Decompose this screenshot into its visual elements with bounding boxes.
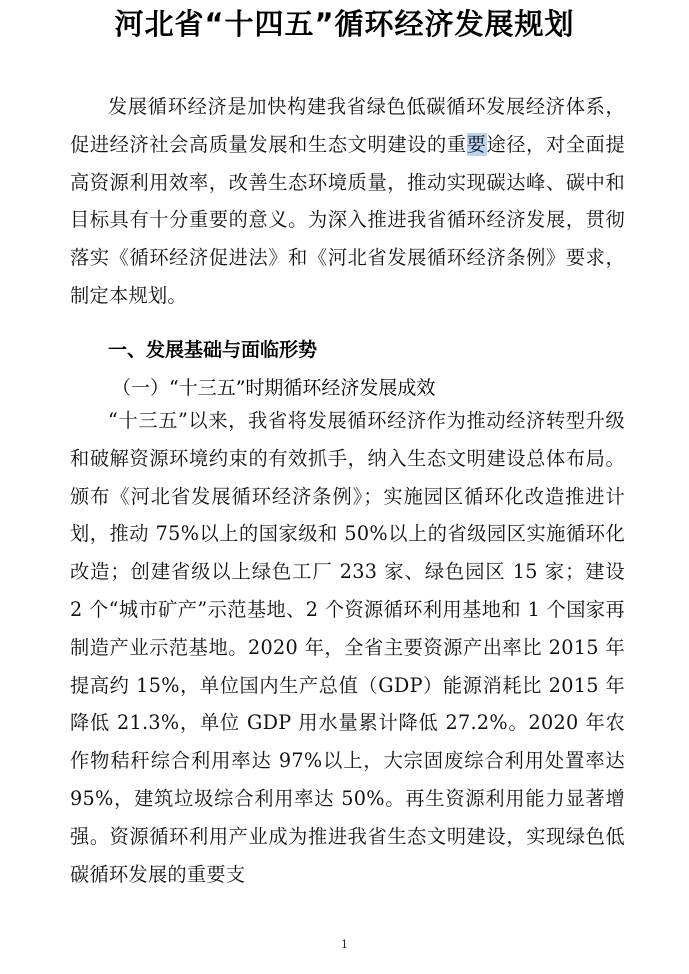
body-paragraph: “十三五”以来，我省将发展循环经济作为推动经济转型升级和破解资源环境约束的有效抓手，纳入生态文明建设总体布局。颁布《河北省发展循环经济条例》；实施园区循环化改造推进计划，推动 75%以上的国家级和 50%以上的省级园区实施循环化改造；创建省级以上绿色工厂 233 家、绿色园区 15 家；建设 2 个“城市矿产”示范基地、2 个资源循环利用基地和 1 个国家再制造产业示范基地。2020 年，全省主要资源产出率比 2015 年提高约 15%，单位国内生产总值（GDP）能源消耗比 2015 年降低 21.3%，单位 GDP 用水量累计降低 27.2%。2020 年农作物秸秆综合利用率达 97%以上，大宗固废综合利用处置率达 95%，建筑垃圾综合利用率达 50%。再生资源利用能力显著增强。资源循环利用产业成为推进我省生态文明建设，实现绿色低碳循环发展的重要支 xyxy=(70,409,625,886)
subsection-heading: （一）“十三五”时期循环经济发展成效 xyxy=(112,377,436,399)
intro-paragraph xyxy=(70,88,625,315)
document-title: 河北省“十四五”循环经济发展规划 xyxy=(114,7,575,41)
intro-text-end: 途径，对全面提高资源利用效率，改善生态环境质量，推动实现碳达峰、碳中和目标具有十分重要的意义。为深入推进我省循环经济发展，贯彻落实《循环经济促进法》和《河北省发展循环经济条例》要求，制定本规划。 xyxy=(70,132,626,307)
page-number: 1 xyxy=(341,938,348,951)
intro-text-start: 发展循环经济是加快构建我省绿色低碳循环发展经济体系，促进经济社会高质量发展和生态文明建设的重 xyxy=(70,95,625,156)
section-heading: 一、发展基础与面临形势 xyxy=(108,339,318,361)
text-selection-highlight[interactable]: 要 xyxy=(466,132,487,156)
